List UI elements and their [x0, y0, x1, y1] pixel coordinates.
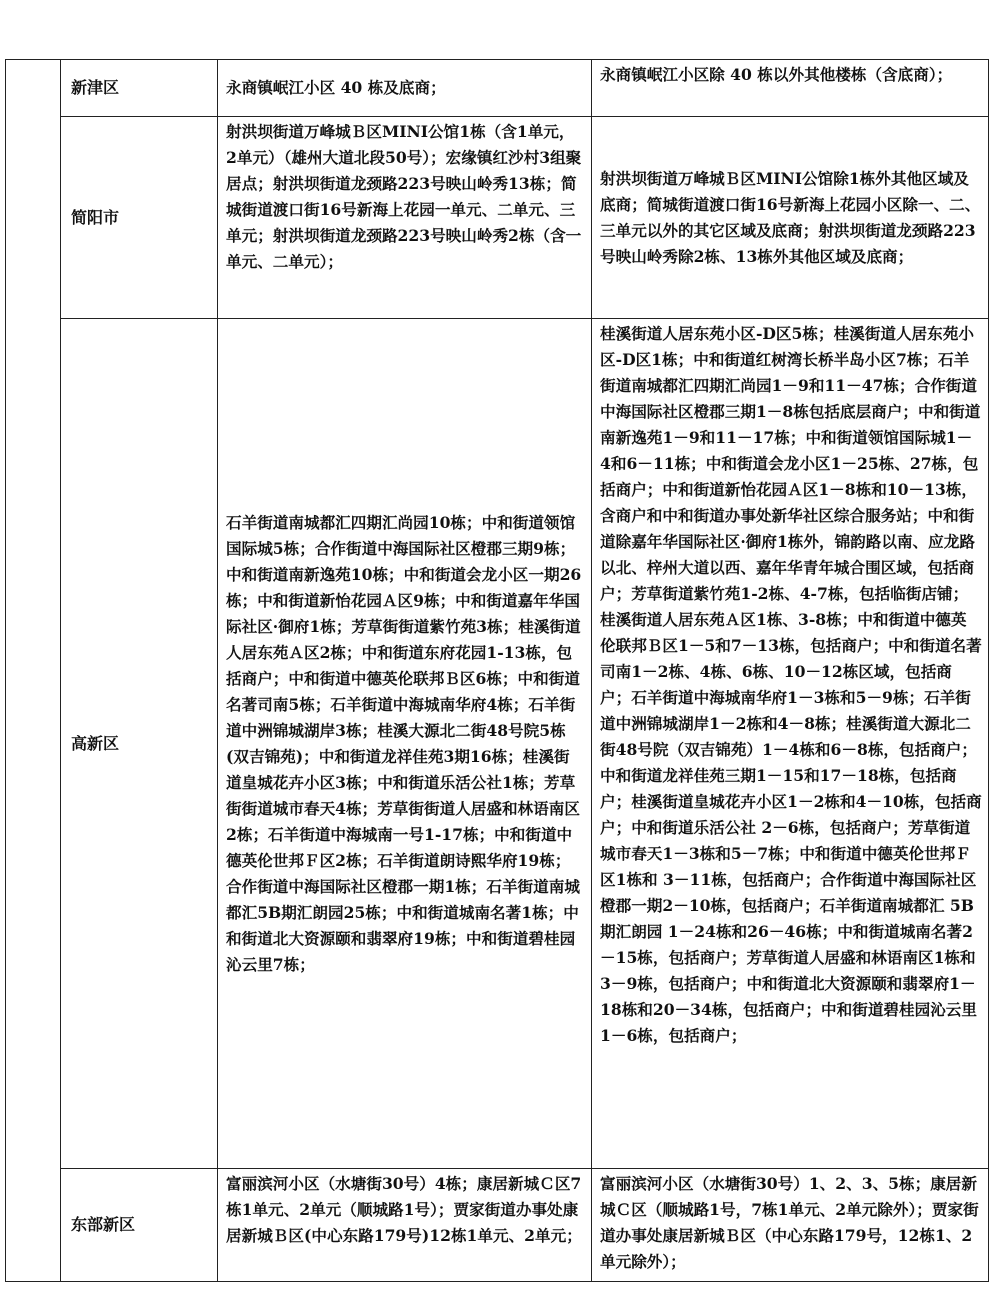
middle-area-text: 射洪坝街道万峰城Ｂ区MINI公馆1栋（含1单元，2单元）（雄州大道北段50号）；宏缘镇红沙村3组聚居点；射洪坝街道龙颈路223号映山岭秀13栋；简城街道渡口街16号新海上花园一单元、二单元、三单元；射洪坝街道龙颈路223号映山岭秀2栋（含一单元、二单元）；: [226, 122, 582, 271]
right-area-list: [592, 117, 989, 319]
middle-area-list: [218, 319, 592, 1169]
merged-blank-cell: [6, 60, 61, 1282]
right-area-list: [592, 1169, 989, 1282]
right-area-list: [592, 60, 989, 117]
district-name: 高新区: [61, 319, 218, 1169]
table-row: [6, 319, 989, 1169]
table-row: [6, 117, 989, 319]
table-row: [6, 60, 989, 117]
district-name: 简阳市: [61, 117, 218, 319]
middle-area-list: [218, 117, 592, 319]
middle-area-text: 石羊街道南城都汇四期汇尚园10栋；中和街道领馆国际城5栋；合作街道中海国际社区橙郡三期9栋；中和街道南新逸苑10栋；中和街道会龙小区一期26栋；中和街道新怡花园Ａ区9栋；中和街道嘉年华国际社区·御府1栋；芳草街街道紫竹苑3栋；桂溪街道人居东苑Ａ区2栋；中和街道东府花园1-13栋，包括商户；中和街道中德英伦联邦Ｂ区6栋；中和街道名著司南5栋；石羊街道中海城南华府4栋；石羊街道中洲锦城湖岸3栋；桂溪大源北二街48号院5栋(双吉锦苑)；中和街道龙祥佳苑3期16栋；桂溪街道皇城花卉小区3栋；中和街道乐活公社1栋；芳草街街道城市春天4栋；芳草街街道人居盛和林语南区2栋；石羊街道中海城南一号1-17栋；中和街道中德英伦世邦Ｆ区2栋；石羊街道朗诗熙华府19栋；合作街道中海国际社区橙郡一期1栋；石羊街道南城都汇5B期汇朗园25栋；中和街道城南名著1栋；中和街道北大资源颐和翡翠府19栋；中和街道碧桂园沁云里7栋；: [226, 512, 582, 974]
middle-area-text: 富丽滨河小区（水塘街30号）4栋；康居新城Ｃ区7栋1单元、2单元（顺城路1号）；贾家街道办事处康居新城Ｂ区(中心东路179号)12栋1单元、2单元；: [226, 1174, 582, 1245]
district-name: 新津区: [61, 60, 218, 117]
middle-area-list: [218, 1169, 592, 1282]
right-area-text: 射洪坝街道万峰城Ｂ区MINI公馆除1栋外其他区域及底商；简城街道渡口街16号新海上花园小区除一、二、三单元以外的其它区域及底商；射洪坝街道龙颈路223号映山岭秀除2栋、13栋外其他区域及底商；: [600, 168, 981, 266]
right-area-list: [592, 319, 989, 1169]
right-area-text: 永商镇岷江小区除 40 栋以外其他楼栋（含底商）；: [600, 65, 953, 84]
right-area-text: 富丽滨河小区（水塘街30号）1、2、3、5栋；康居新城Ｃ区（顺城路1号，7栋1单元、2单元除外）；贾家街道办事处康居新城Ｂ区（中心东路179号，12栋1、2单元除外）；: [600, 1174, 979, 1271]
district-name: 东部新区: [61, 1169, 218, 1282]
middle-area-list: [218, 60, 592, 117]
right-area-text: 桂溪街道人居东苑小区-D区5栋；桂溪街道人居东苑小区-D区1栋；中和街道红树湾长桥半岛小区7栋；石羊街道南城都汇四期汇尚园1－9和11－47栋；合作街道中海国际社区橙郡三期1－8栋包括底层商户；中和街道南新逸苑1－9和11－17栋；中和街道领馆国际城1－4和6－11栋；中和街道会龙小区1－25栋、27栋，包括商户；中和街道新怡花园Ａ区1－8栋和10－13栋，含商户和中和街道办事处新华社区综合服务站；中和街道除嘉年华国际社区·御府1栋外，锦韵路以南、应龙路以北、梓州大道以西、嘉年华青年城合围区域，包括商户；芳草街道紫竹苑1-2栋、4-7栋，包括临街店铺；桂溪街道人居东苑Ａ区1栋、3-8栋；中和街道中德英伦联邦Ｂ区1－5和7－13栋，包括商户；中和街道名著司南1－2栋、4栋、6栋、10－12栋区域，包括商户；石羊街道中海城南华府1－3栋和5－9栋；石羊街道中洲锦城湖岸1－2栋和4－8栋；桂溪街道大源北二街48号院（双吉锦苑）1－4栋和6－8栋，包括商户；中和街道龙祥佳苑三期1－15和17－18栋，包括商户；桂溪街道皇城花卉小区1－2栋和4－10栋，包括商户；中和街道乐活公社 2－6栋，包括商户；芳草街道城市春天1－3栋和5－7栋；中和街道中德英伦世邦Ｆ区1栋和 3－11栋，包括商户；合作街道中海国际社区橙郡一期2－10栋，包括商户；石羊街道南城都汇 5B期汇朗园 1－24栋和26－46栋；中和街道城南名著2－15栋，包括商户；芳草街道人居盛和林语南区1栋和3－9栋，包括商户；中和街道北大资源颐和翡翠府1－18栋和20－34栋，包括商户；中和街道碧桂园沁云里1－6栋，包括商户；: [600, 324, 982, 1045]
risk-area-table: [5, 59, 989, 1282]
middle-area-text: 永商镇岷江小区 40 栋及底商；: [226, 78, 446, 97]
table-row: [6, 1169, 989, 1282]
